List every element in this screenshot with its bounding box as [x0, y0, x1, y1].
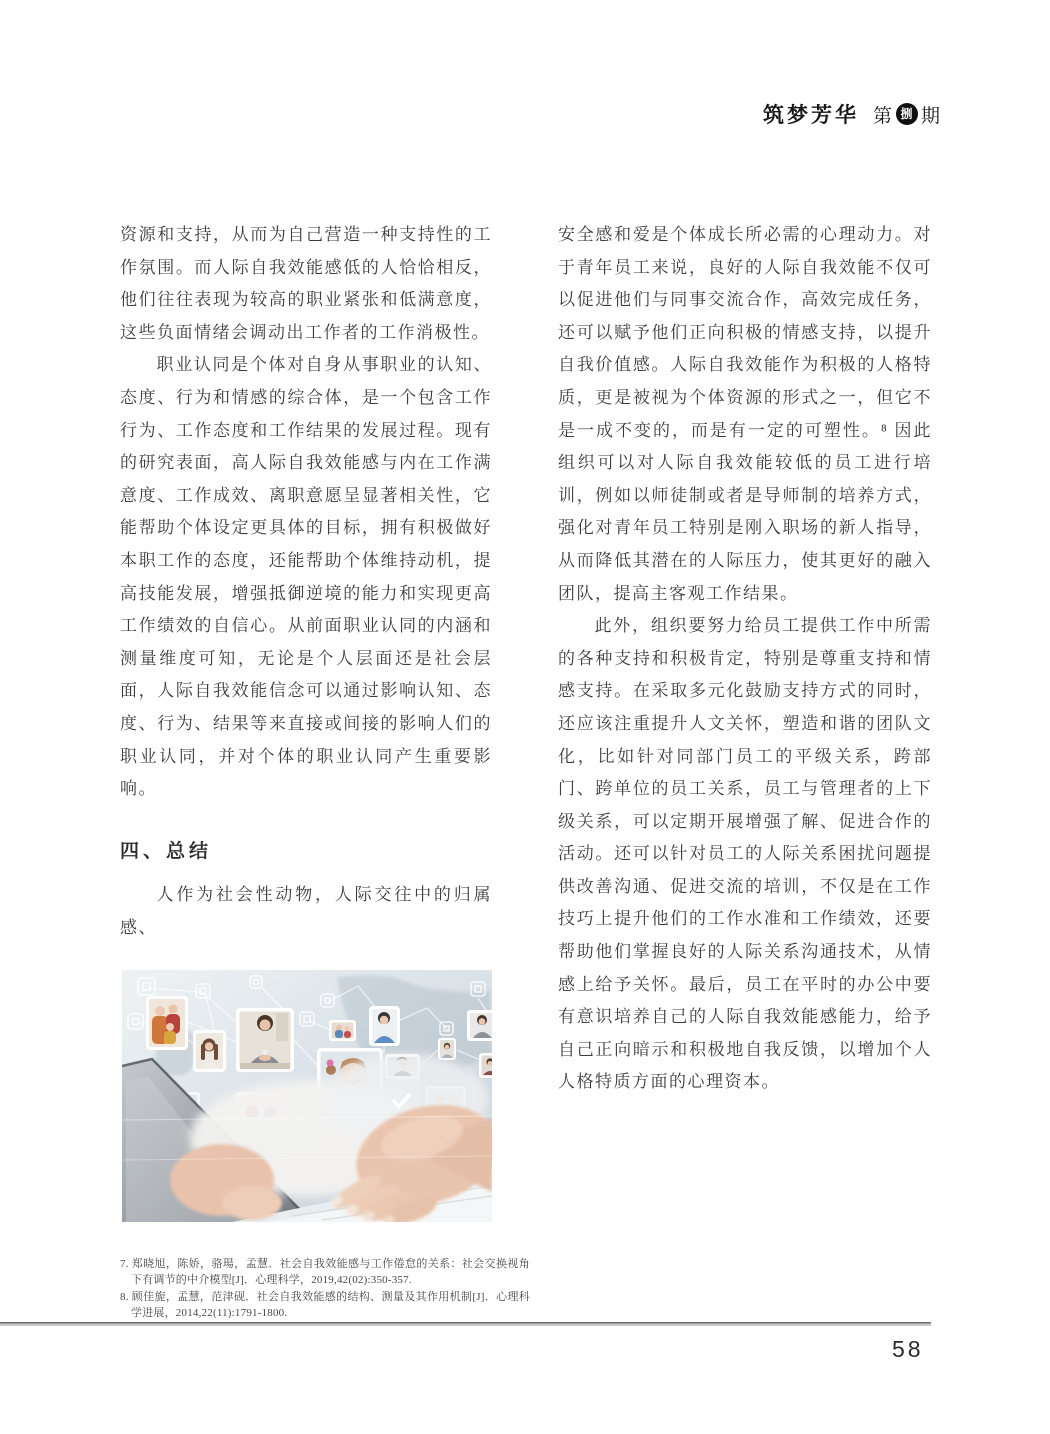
section-heading: 四、总结: [120, 840, 213, 862]
article-photo: [122, 970, 492, 1222]
footer-rule: [0, 1322, 931, 1326]
paragraph: 人作为社会性动物，人际交往中的归属感、: [120, 885, 492, 937]
issue-suffix: 期: [920, 105, 941, 127]
paragraph: 安全感和爱是个体成长所必需的心理动力。对于青年员工来说，良好的人际自我效能不仅可以促进他们与同事交流合作，高效完成任务，还可以赋予他们正向积极的情感支持，以提升自我价值感。人际自我效能作为积极的人格特质，更是被视为个体资源的形式之一，但它不是一成不变的，而是有一定的可塑性。⁸ 因此组织可以对人际自我效能较低的员工进行培训，例如以师徒制或者是导师制的培养方式，强化对青年员工特别是刚入职场的新人指导，从而降低其潜在的人际压力，使其更好的融入团队，提高主客观工作结果。: [558, 225, 932, 603]
footnotes: [120, 1257, 530, 1323]
issue-label: [873, 101, 941, 128]
left-column: [120, 219, 492, 1222]
issue-number-badge: 捌: [896, 103, 918, 125]
journal-title: 筑梦芳华: [762, 104, 859, 127]
right-column: [558, 219, 932, 1222]
network-photo-collage-image: [122, 970, 492, 1222]
footnote: 7. 郑晓旭，陈娇，骆瑒，孟慧．社会自我效能感与工作倦怠的关系：社会交换视角下有调节的中介模型[J]．心理科学，2019,42(02):350-357.: [120, 1258, 530, 1286]
footnote: 8. 顾佳旎，孟慧，范津砚．社会自我效能感的结构、测量及其作用机制[J]．心理科学进展，2014,22(11):1791-1800.: [120, 1291, 530, 1319]
paragraph: 职业认同是个体对自身从事职业的认知、态度、行为和情感的综合体，是一个包含工作行为、工作态度和工作结果的发展过程。现有的研究表面，高人际自我效能感与内在工作满意度、工作成效、离职意愿呈显著相关性，它能帮助个体设定更具体的目标，拥有积极做好本职工作的态度，还能帮助个体维持动机，提高技能发展，增强抵御逆境的能力和实现更高工作绩效的自信心。从前面职业认同的内涵和测量维度可知，无论是个人层面还是社会层面，人际自我效能信念可以通过影响认知、态度、行为、结果等来直接或间接的影响人们的职业认同，并对个体的职业认同产生重要影响。: [120, 355, 492, 799]
page-number: 58: [892, 1336, 924, 1362]
article-body: [120, 219, 932, 1222]
paragraph: 资源和支持，从而为自己营造一种支持性的工作氛围。而人际自我效能感低的人恰恰相反，他们往往表现为较高的职业紧张和低满意度，这些负面情绪会调动出工作者的工作消极性。: [120, 225, 492, 342]
paragraph: 此外，组织要努力给员工提供工作中所需的各种支持和积极肯定，特别是尊重支持和情感支持。在采取多元化鼓励支持方式的同时，还应该注重提升人文关怀，塑造和谐的团队文化，比如针对同部门员工的平级关系，跨部门、跨单位的员工关系，员工与管理者的上下级关系，可以定期开展增强了解、促进合作的活动。还可以针对员工的人际关系困扰问题提供改善沟通、促进交流的培训，不仅是在工作技巧上提升他们的工作水准和工作绩效，还要帮助他们掌握良好的人际关系沟通技术，从情感上给予关怀。最后，员工在平时的办公中要有意识培养自己的人际自我效能感能力，给予自己正向暗示和积极地自我反馈，以增加个人人格特质方面的心理资本。: [558, 616, 932, 1092]
page-header: [763, 99, 941, 129]
issue-prefix: 第: [872, 105, 893, 127]
